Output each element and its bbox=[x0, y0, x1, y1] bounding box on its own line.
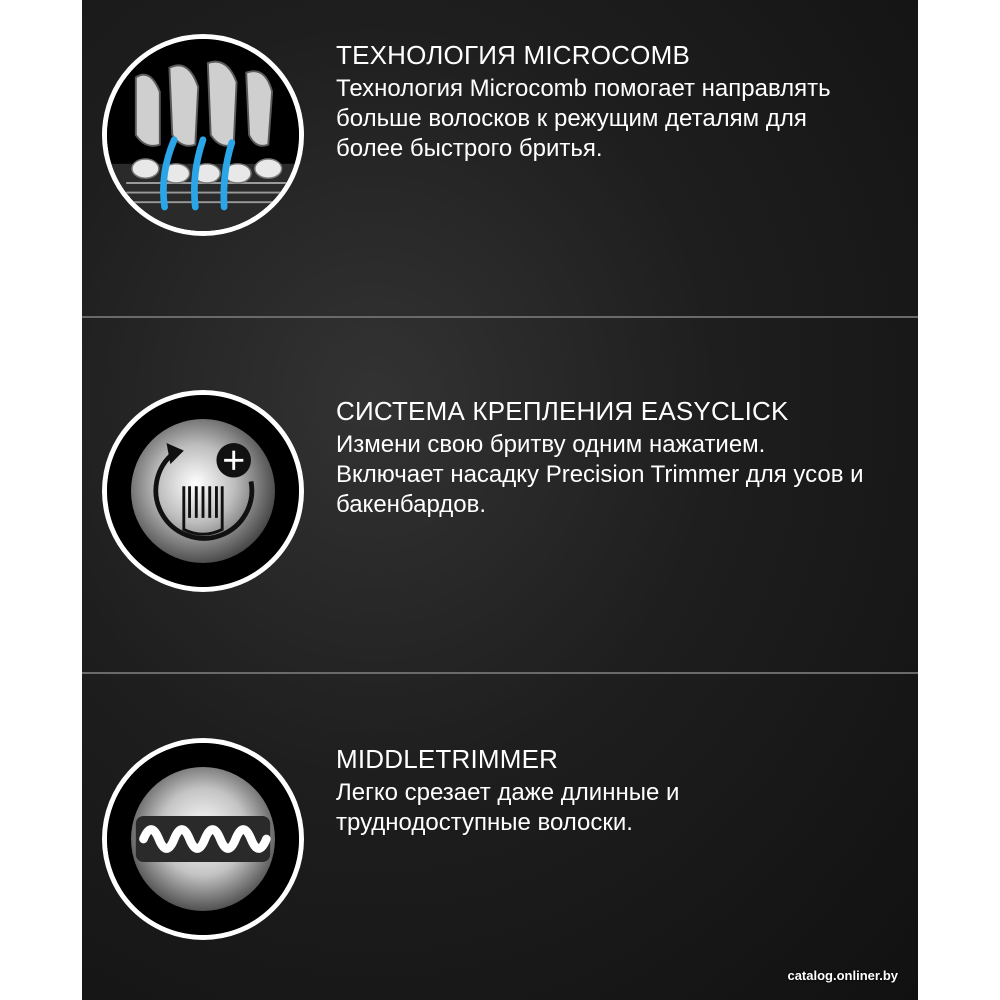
description-line: более быстрого бритья. bbox=[336, 135, 603, 162]
section-description bbox=[336, 778, 916, 838]
easyclick-attach-icon bbox=[102, 390, 304, 592]
section-title: ТЕХНОЛОГИЯ MICROCOMB bbox=[336, 40, 690, 70]
description-line: бакенбардов. bbox=[336, 491, 487, 518]
description-line: труднодоступные волоски. bbox=[336, 809, 633, 836]
section-title: MIDDLETRIMMER bbox=[336, 744, 559, 774]
description-line: Измени свою бритву одним нажатием. bbox=[336, 431, 766, 458]
section-title: СИСТЕМА КРЕПЛЕНИЯ EASYCLICK bbox=[336, 396, 789, 426]
middletrimmer-wave-icon bbox=[102, 738, 304, 940]
feature-panel bbox=[82, 0, 918, 1000]
microcomb-icon bbox=[102, 34, 304, 236]
watermark: catalog.onliner.by bbox=[787, 968, 898, 983]
description-line: больше волосков к режущим деталям для bbox=[336, 105, 807, 132]
section-description bbox=[336, 430, 916, 520]
section-description bbox=[336, 74, 916, 164]
section-divider bbox=[82, 316, 918, 318]
description-line: Технология Microcomb помогает направлять bbox=[336, 75, 831, 102]
description-line: Включает насадку Precision Trimmer для усов и bbox=[336, 461, 864, 488]
description-line: Легко срезает даже длинные и bbox=[336, 779, 680, 806]
section-divider bbox=[82, 672, 918, 674]
